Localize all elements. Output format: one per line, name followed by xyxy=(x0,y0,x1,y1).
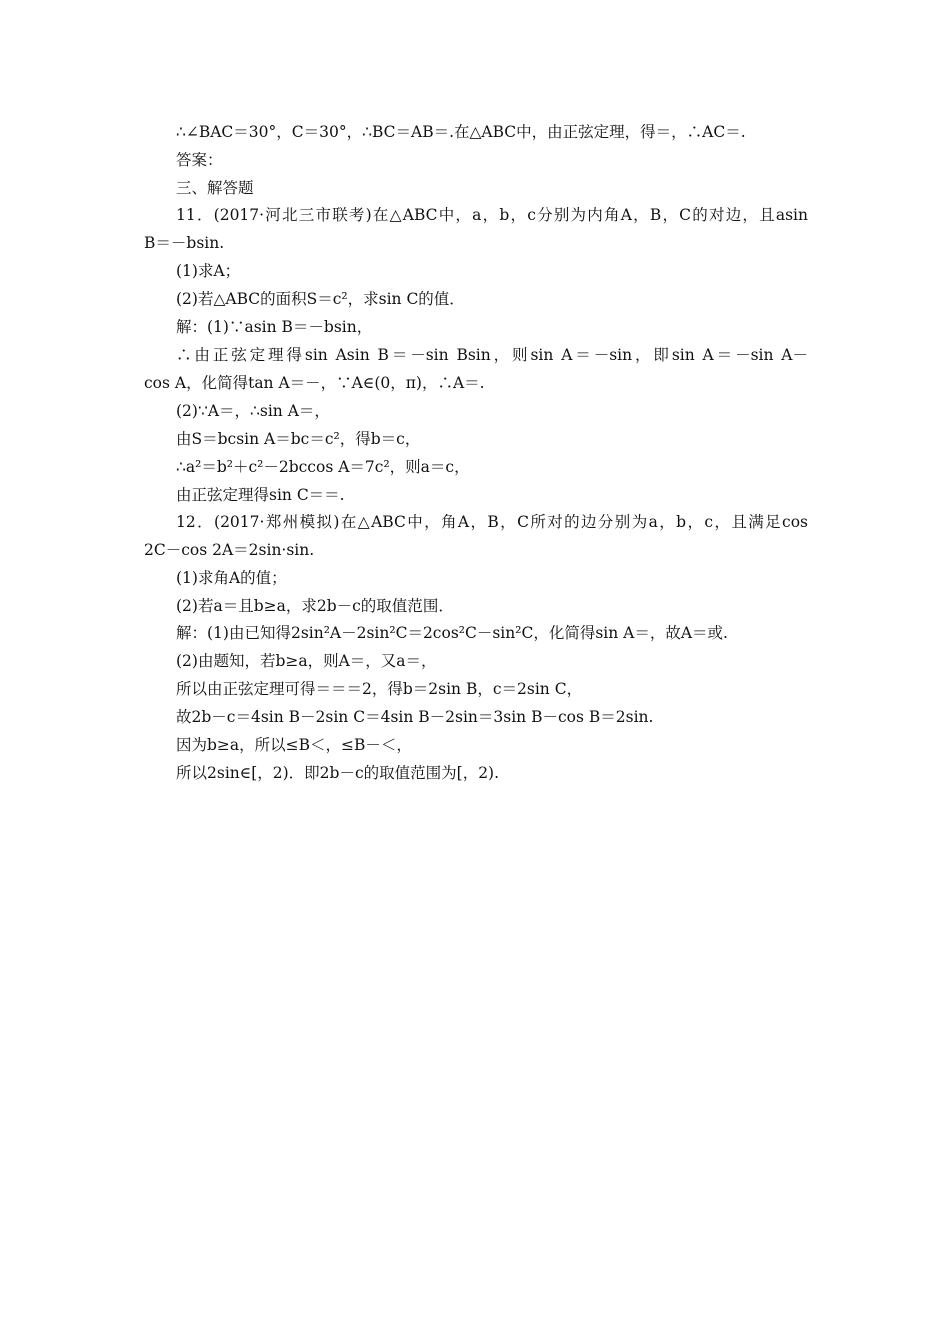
solution-line: 解：(1)由已知得2sin²A－2sin²C＝2cos²C－sin²C，化简得sin A＝，故A＝或. xyxy=(176,624,728,642)
answer-label: 答案： xyxy=(176,151,223,169)
solution-line: 因为b≥a，所以≤B＜，≤B－＜， xyxy=(176,736,412,754)
problem-12-part-1: (1)求角A的值； xyxy=(176,569,287,587)
solution-line: 故2b－c＝4sin B－2sin C＝4sin B－2sin＝3sin B－cos B＝2sin. xyxy=(176,708,654,726)
problem-11-part-1: (1)求A； xyxy=(176,262,241,280)
solution-line: 所以2sin∈[，2)．即2b－c的取值范围为[，2). xyxy=(176,764,500,782)
problem-12-statement: 12．(2017·郑州模拟)在△ABC中，角A，B，C所对的边分别为a，b，c，且满足cos xyxy=(176,513,808,531)
solution-line: (2)由题知，若b≥a，则A＝，又a＝， xyxy=(176,652,437,670)
solution-line: 由S＝bcsin A＝bc＝c²，得b＝c， xyxy=(176,430,421,448)
solution-line: ∴由正弦定理得sin Asin B＝－sin Bsin，则sin A＝－sin，即sin A＝－sin A－ xyxy=(176,346,808,364)
solution-line: ∴a²＝b²＋c²－2bccos A＝7c²，则a＝c， xyxy=(176,458,470,476)
section-heading: 三、解答题 xyxy=(176,179,254,197)
solution-line: cos A，化简得tan A＝－，∵A∈(0，π)，∴A＝. xyxy=(144,374,485,392)
problem-11-part-2: (2)若△ABC的面积S＝c²，求sin C的值． xyxy=(176,290,465,308)
problem-11-statement-cont: B＝－bsin. xyxy=(144,234,225,252)
solution-line: (2)∵A＝，∴sin A＝， xyxy=(176,402,330,420)
solution-line: 解：(1)∵asin B＝－bsin， xyxy=(176,318,373,336)
problem-12-part-2: (2)若a＝且b≥a，求2b－c的取值范围． xyxy=(176,597,454,615)
solution-line: 所以由正弦定理可得＝＝＝2，得b＝2sin B，c＝2sin C， xyxy=(176,680,583,698)
problem-11-statement: 11．(2017·河北三市联考)在△ABC中，a，b，c分别为内角A，B，C的对边，且asin xyxy=(176,206,808,224)
solution-line: ∴∠BAC＝30°，C＝30°，∴BC＝AB＝.在△ABC中，由正弦定理，得＝，∴AC＝. xyxy=(176,123,746,141)
solution-line: 由正弦定理得sin C＝＝. xyxy=(176,486,345,504)
problem-12-statement-cont: 2C－cos 2A＝2sin·sin. xyxy=(144,541,315,559)
